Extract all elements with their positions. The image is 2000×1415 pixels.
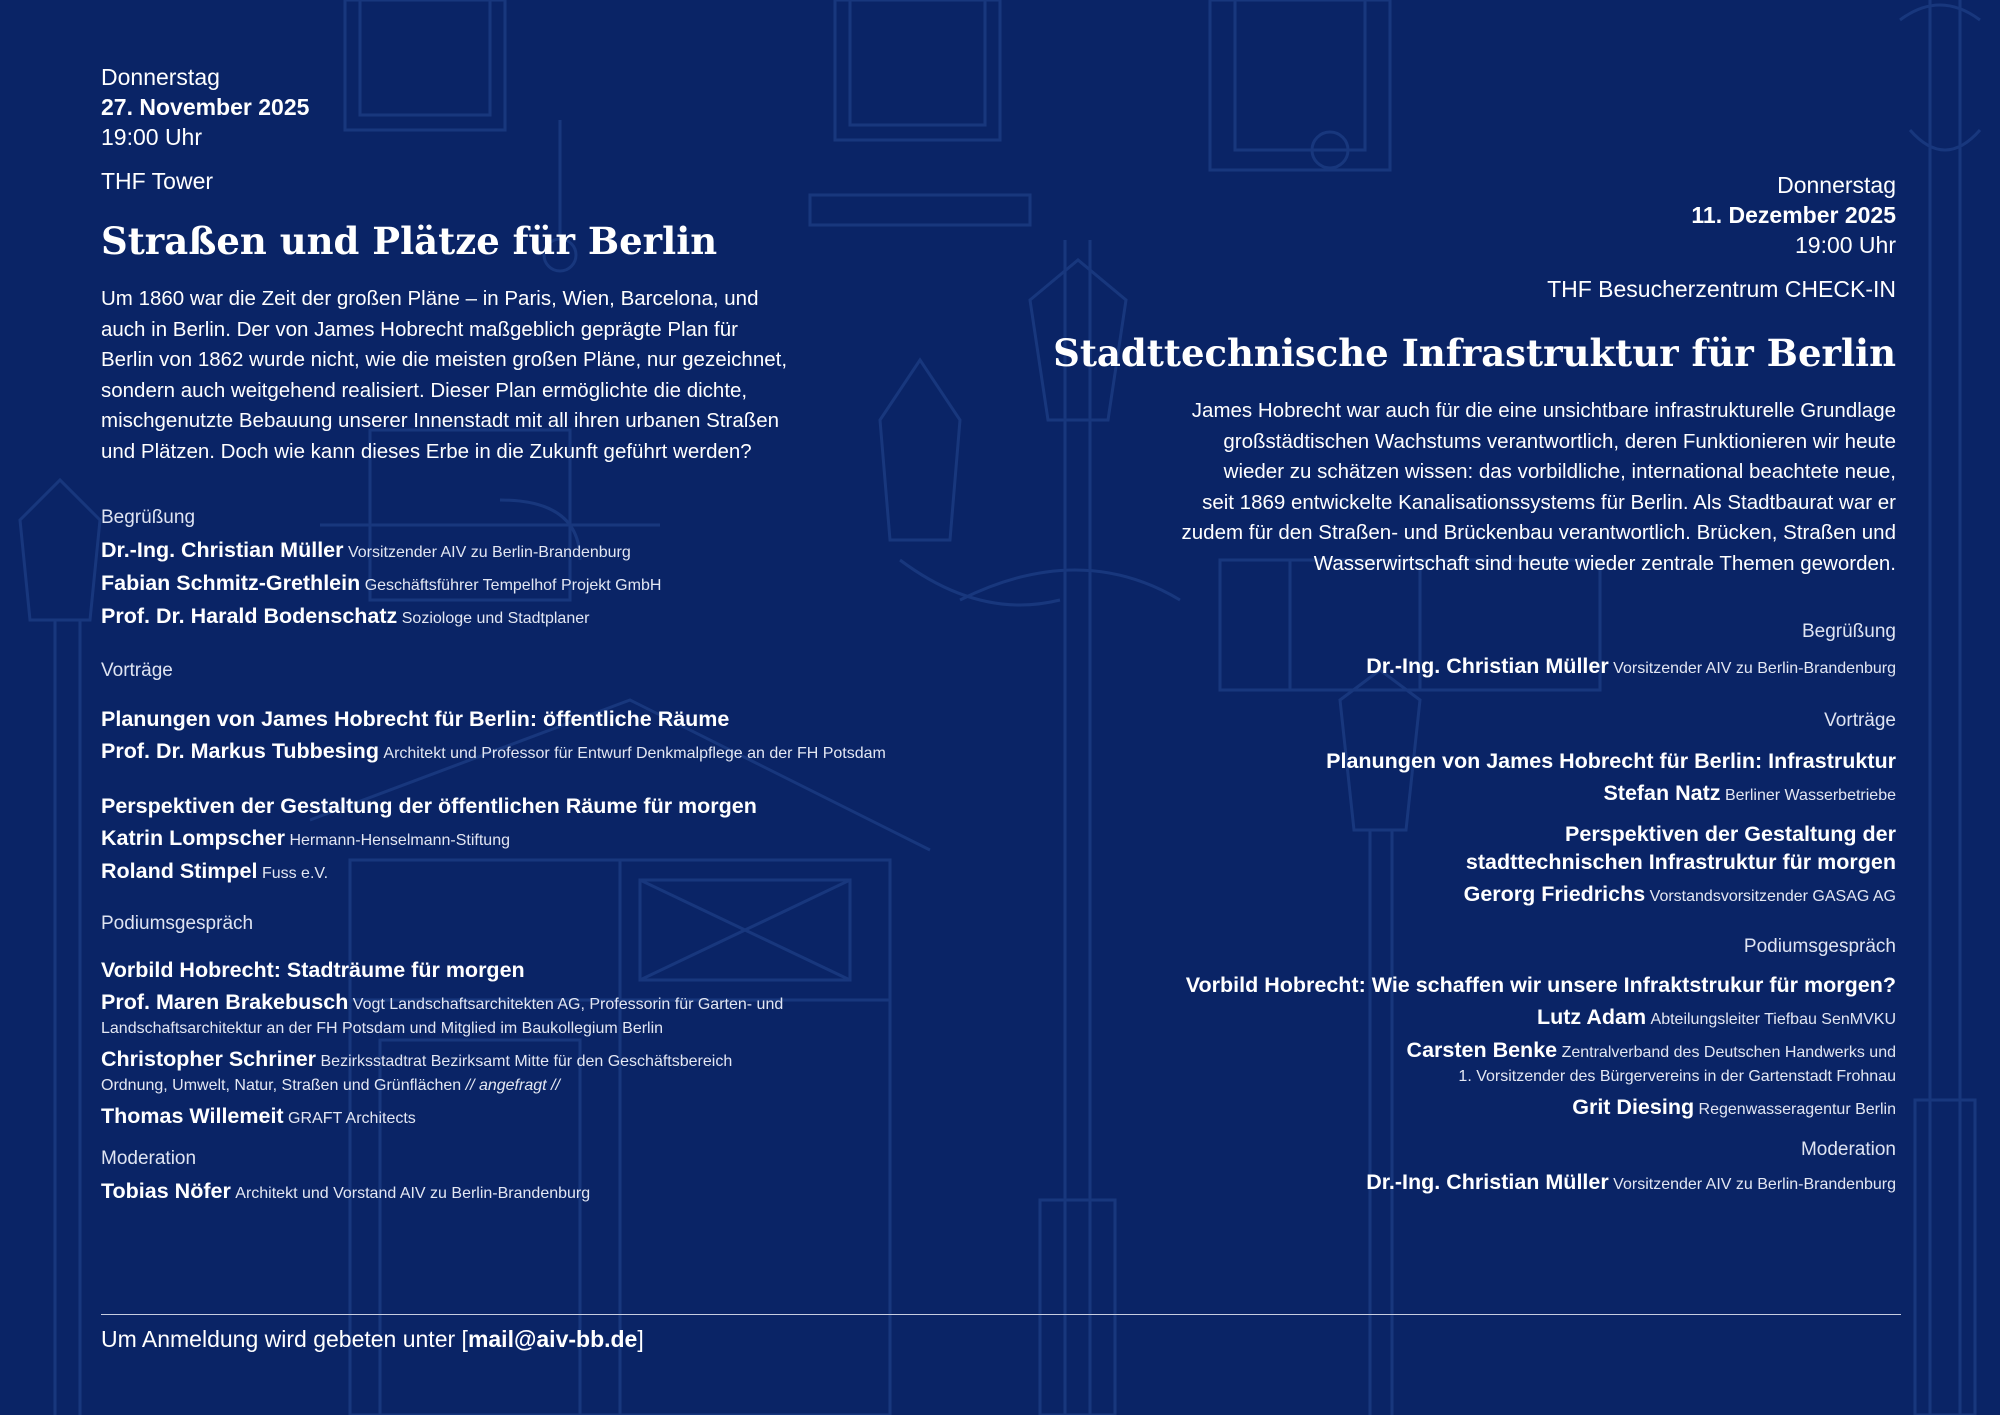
speaker bbox=[101, 1177, 921, 1208]
event-date: 27. November 2025 bbox=[101, 94, 310, 120]
speaker bbox=[101, 569, 921, 600]
speaker-role: Vorsitzender AIV zu Berlin-Brandenburg bbox=[1613, 659, 1896, 677]
footer-divider bbox=[101, 1314, 1901, 1315]
speaker bbox=[1016, 1093, 1896, 1124]
speaker bbox=[101, 536, 921, 567]
speaker-role: Soziologe und Stadtplaner bbox=[401, 609, 590, 627]
speaker bbox=[101, 857, 921, 888]
speaker bbox=[101, 1045, 921, 1096]
speaker bbox=[1016, 1168, 1896, 1199]
talk-title: Planungen von James Hobrecht für Berlin: Infrastruktur bbox=[1326, 748, 1896, 773]
speaker bbox=[1016, 880, 1896, 911]
speaker-name: Prof. Maren Brakebusch bbox=[101, 989, 349, 1014]
speaker-role: Geschäftsführer Tempelhof Projekt GmbH bbox=[364, 576, 662, 594]
speaker bbox=[1016, 652, 1896, 683]
section-label-panel: Podiumsgespräch bbox=[1743, 935, 1896, 957]
speaker-name: Tobias Nöfer bbox=[101, 1178, 231, 1203]
speaker-role: Zentralverband des Deutschen Handwerks und bbox=[1561, 1043, 1896, 1061]
section-label-talks: Vorträge bbox=[101, 659, 173, 681]
event-venue: THF Tower bbox=[101, 168, 214, 194]
bracket-open: [ bbox=[461, 1326, 468, 1352]
event-time: 19:00 Uhr bbox=[101, 124, 203, 150]
speaker bbox=[101, 988, 921, 1039]
speaker-name: Fabian Schmitz-Grethlein bbox=[101, 570, 361, 595]
section-label-greeting: Begrüßung bbox=[101, 506, 196, 528]
speaker-role: Vorsitzender AIV zu Berlin-Brandenburg bbox=[1613, 1175, 1896, 1193]
speaker-role: Architekt und Vorstand AIV zu Berlin-Brandenburg bbox=[235, 1184, 591, 1202]
talk-title: Perspektiven der Gestaltung der stadttechnischen Infrastruktur für morgen bbox=[1465, 821, 1896, 874]
event-intro: James Hobrecht war auch für die eine unsichtbare infrastrukturelle Grundlage großstädtischen Wachstums verantwortlich, deren Funktionieren wir heute wieder zu schätzen wissen: das vorbildliche, international beachtete neue, seit 1869 entwickelte Kanalisationssystems für Berlin. Als Stadtbaurat war er zudem für den Straßen- und Brückenbau verantwortlich. Brücken, Straßen und Wasserwirtschaft sind heute wieder zentrale Themen geworden. bbox=[1181, 399, 1896, 575]
section-label-greeting: Begrüßung bbox=[1801, 620, 1896, 642]
section-label-moderation: Moderation bbox=[1800, 1138, 1896, 1160]
event-time: 19:00 Uhr bbox=[1794, 232, 1896, 258]
registration-text: Um Anmeldung wird gebeten unter bbox=[101, 1326, 462, 1352]
event-title: Straßen und Plätze für Berlin bbox=[101, 219, 718, 263]
section-label-moderation: Moderation bbox=[101, 1147, 197, 1169]
speaker-role: GRAFT Architects bbox=[288, 1109, 416, 1127]
bracket-close: ] bbox=[637, 1326, 644, 1352]
speaker-role: Vorstandsvorsitzender GASAG AG bbox=[1649, 887, 1896, 905]
speaker-name: Grit Diesing bbox=[1572, 1094, 1695, 1119]
section-label-talks: Vorträge bbox=[1824, 709, 1896, 731]
speaker bbox=[1016, 779, 1896, 810]
section-label-panel: Podiumsgespräch bbox=[101, 912, 254, 934]
speaker-role: Fuss e.V. bbox=[261, 864, 329, 882]
speaker-name: Lutz Adam bbox=[1536, 1004, 1647, 1029]
speaker-role: Bezirksstadtrat Bezirksamt Mitte für den Geschäftsbereich bbox=[320, 1052, 733, 1070]
event-title: Stadttechnische Infrastruktur für Berlin bbox=[1053, 331, 1896, 375]
event-column-left bbox=[101, 62, 921, 1210]
panel-title: Vorbild Hobrecht: Stadträume für morgen bbox=[101, 957, 525, 982]
registration-footer bbox=[101, 1323, 644, 1355]
event-day: Donnerstag bbox=[1777, 172, 1896, 198]
speaker-role: Vogt Landschaftsarchitekten AG, Professorin für Garten- und bbox=[352, 995, 784, 1013]
speaker bbox=[1016, 1036, 1896, 1087]
talk-title: Perspektiven der Gestaltung der öffentlichen Räume für morgen bbox=[101, 793, 757, 818]
registration-email-link[interactable]: mail@aiv-bb.de bbox=[467, 1326, 638, 1352]
speaker-name: Roland Stimpel bbox=[101, 858, 258, 883]
speaker-role: Architekt und Professor für Entwurf Denkmalpflege an der FH Potsdam bbox=[383, 744, 886, 762]
talk-title: Planungen von James Hobrecht für Berlin: öffentliche Räume bbox=[101, 706, 730, 731]
speaker-name: Prof. Dr. Markus Tubbesing bbox=[101, 738, 379, 763]
event-day: Donnerstag bbox=[101, 64, 220, 90]
speaker-name: Dr.-Ing. Christian Müller bbox=[101, 537, 344, 562]
event-column-right bbox=[1016, 170, 1896, 1201]
event-venue: THF Besucherzentrum CHECK-IN bbox=[1547, 276, 1896, 302]
speaker bbox=[101, 602, 921, 633]
speaker-name: Prof. Dr. Harald Bodenschatz bbox=[101, 603, 398, 628]
speaker bbox=[1016, 1003, 1896, 1034]
speaker-name: Dr.-Ing. Christian Müller bbox=[1366, 1169, 1609, 1194]
speaker-role: Hermann-Henselmann-Stiftung bbox=[289, 831, 510, 849]
speaker-role: Berliner Wasserbetriebe bbox=[1724, 786, 1896, 804]
speaker-name: Carsten Benke bbox=[1406, 1037, 1558, 1062]
speaker-role: Vorsitzender AIV zu Berlin-Brandenburg bbox=[347, 543, 631, 561]
speaker-role: Abteilungsleiter Tiefbau SenMVKU bbox=[1650, 1010, 1896, 1028]
speaker bbox=[101, 737, 921, 768]
speaker-role-continued: Landschaftsarchitektur an der FH Potsdam und Mitglied im Baukollegium Berlin bbox=[101, 1019, 664, 1037]
panel-title: Vorbild Hobrecht: Wie schaffen wir unsere Infraktstrukur für morgen? bbox=[1185, 972, 1896, 997]
status-note: // angefragt // bbox=[465, 1076, 560, 1094]
speaker-name: Thomas Willemeit bbox=[101, 1103, 284, 1128]
speaker-name: Christopher Schriner bbox=[101, 1046, 317, 1071]
speaker bbox=[101, 824, 921, 855]
event-intro: Um 1860 war die Zeit der großen Pläne – in Paris, Wien, Barcelona, und auch in Berlin. Der von James Hobrecht maßgeblich geprägte Plan für Berlin von 1862 wurde nicht, wie die meisten großen Pläne, nur gezeichnet, sondern auch weitgehend realisiert. Dieser Plan ermöglichte die dichte, mischgenutzte Bebauung unserer Innenstadt mit all ihren urbanen Straßen und Plätzen. Doch wie kann dieses Erbe in die Zukunft geführt werden? bbox=[101, 287, 788, 463]
speaker-name: Katrin Lompscher bbox=[101, 825, 285, 850]
event-date: 11. Dezember 2025 bbox=[1691, 202, 1896, 228]
speaker-name: Gerorg Friedrichs bbox=[1463, 881, 1646, 906]
speaker-role-continued: Ordnung, Umwelt, Natur, Straßen und Grünflächen // angefragt // bbox=[101, 1076, 560, 1094]
speaker-role-continued: 1. Vorsitzender des Bürgervereins in der Gartenstadt Frohnau bbox=[1458, 1067, 1896, 1085]
speaker bbox=[101, 1102, 921, 1133]
greeting-list bbox=[101, 536, 921, 633]
speaker-name: Stefan Natz bbox=[1603, 780, 1721, 805]
speaker-name: Dr.-Ing. Christian Müller bbox=[1366, 653, 1609, 678]
speaker-role: Regenwasseragentur Berlin bbox=[1698, 1100, 1896, 1118]
